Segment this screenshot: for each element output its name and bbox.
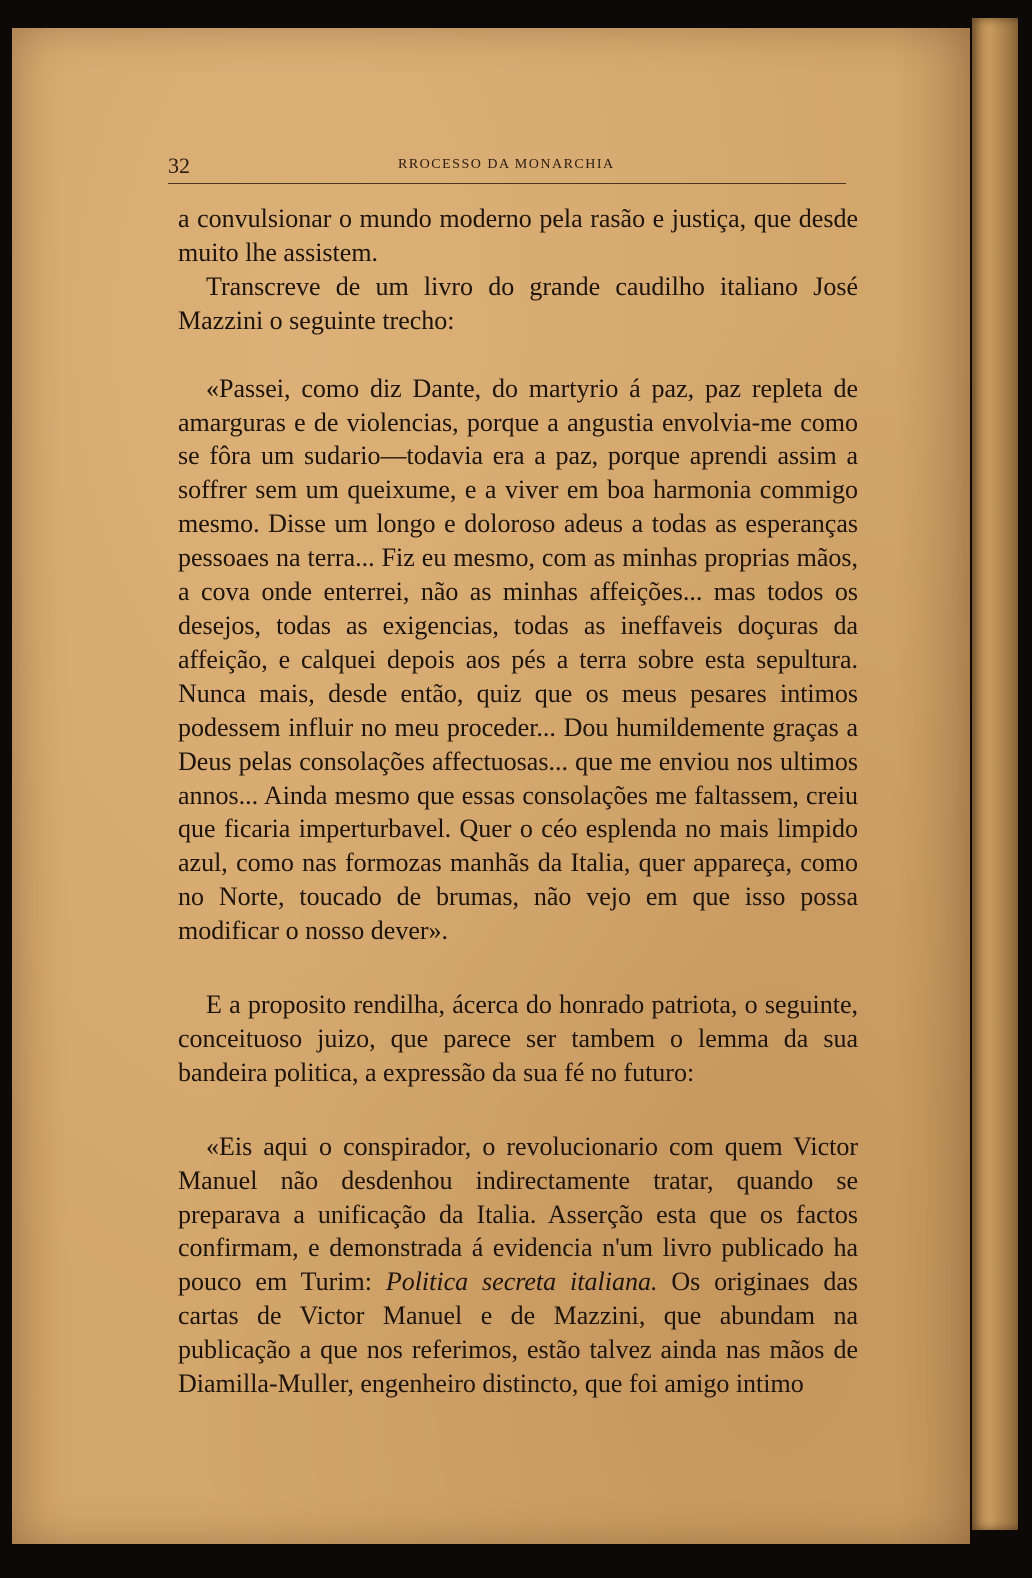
page-number: 32 bbox=[168, 153, 190, 178]
page-header bbox=[168, 153, 846, 183]
book-title: Politica secreta italiana. bbox=[385, 1267, 658, 1297]
paragraph-commentary: E a proposito rendilha, ácerca do honrado patriota, o seguinte, conceituoso juizo, que parece ser tambem o lemma da sua bandeira politica, a expressão da sua fé no futuro: bbox=[178, 990, 858, 1087]
quotation-mazzini: «Passei, como diz Dante, do martyrio á paz, paz repleta de amarguras e de violencias, porque a angustia envolvia-me como se fôra um sudario—todavia era a paz, porque aprendi assim a soffrer sem um queixume, e a viver em boa harmonia commigo mesmo. Disse um longo e doloroso adeus a todas as esperanças pessoaes na terra... Fiz eu mesmo, com as minhas proprias mãos, a cova onde enterrei, não as minhas affeições... mas todos os desejos, todas as exigencias, todas as ineffaveis doçuras da affeição, e calquei depois aos pés a terra sobre esta sepultura. Nunca mais, desde então, quiz que os meus pesares intimos podessem influir no meu proceder... Dou humildemente graças a Deus pelas consolações affectuosas... que me enviou nos ultimos annos... Ainda mesmo que essas consolações me faltassem, creiu que ficaria imperturbavel. Quer o céo esplenda no mais limpido azul, como nas formozas manhãs da Italia, quer appareça, como no Norte, toucado de brumas, não vejo em que isso possa modificar o nosso dever». bbox=[178, 373, 858, 946]
spacer bbox=[178, 1090, 858, 1130]
paragraph-continuation: a convulsionar o mundo moderno pela rasão e justiça, que desde muito lhe assistem. bbox=[178, 204, 858, 267]
quotation-conspirator bbox=[178, 1130, 858, 1401]
facing-page-edge bbox=[972, 18, 1018, 1530]
running-head: RROCESSO DA MONARCHIA bbox=[398, 157, 615, 172]
quotation-text-end: Os originaes das cartas de Victor Manuel e de Mazzini, que abundam na publicação a que nos referimos, estão talvez ainda nas mãos de Diamilla-Muller, engenheiro distincto, que foi amigo intimo bbox=[178, 1267, 858, 1399]
quotation-block bbox=[178, 372, 858, 948]
paragraph-intro: Transcreve de um livro do grande caudilho italiano José Mazzini o seguinte trecho: bbox=[178, 271, 858, 335]
quotation-text-start: «Eis aqui o conspirador, o revolucionario com quem Victor Manuel não desdenhou indirectamente tratar, quando se preparava a unificação da Italia. Asserção esta que os factos confirmam, e demonstrada á evidencia n'um livro publicado ha pouco em Turim: bbox=[178, 1131, 858, 1297]
page-body bbox=[178, 202, 858, 1401]
spacer bbox=[178, 948, 858, 988]
spacer bbox=[178, 338, 858, 372]
header-rule bbox=[168, 183, 846, 184]
